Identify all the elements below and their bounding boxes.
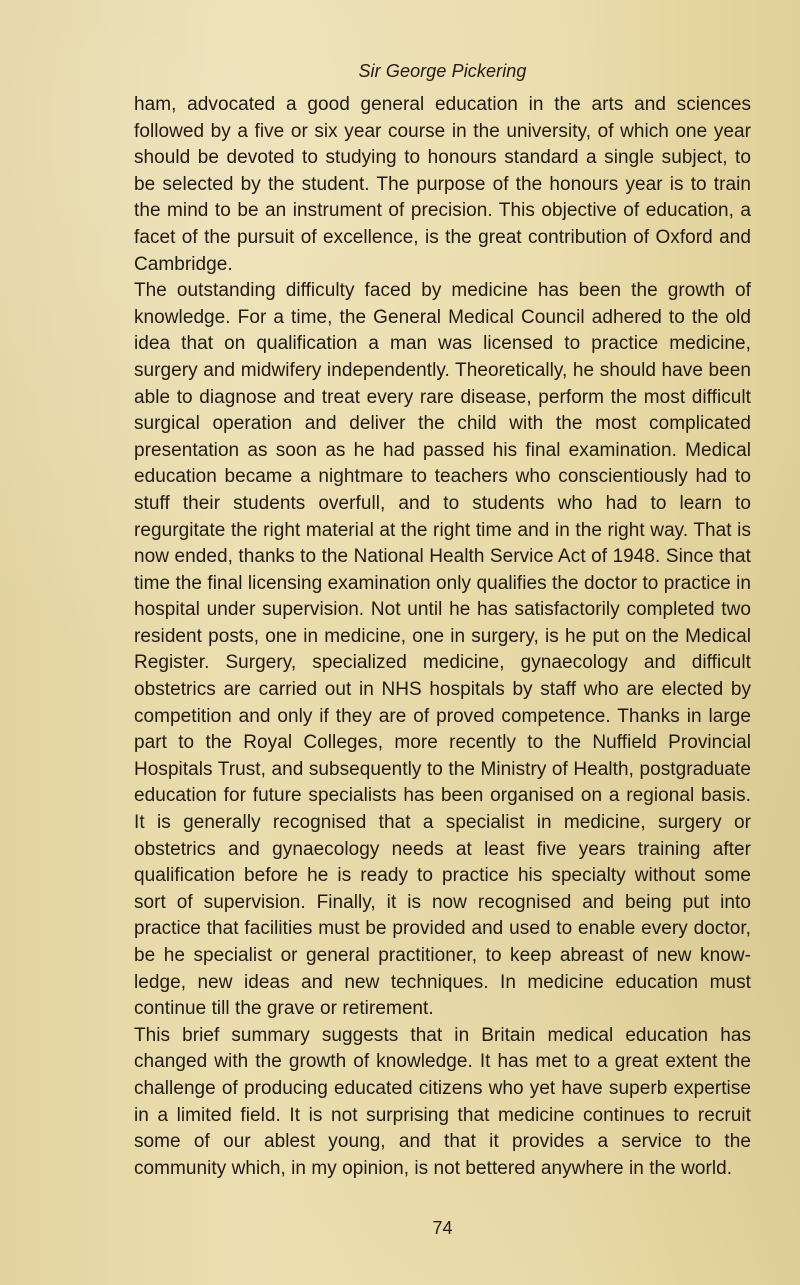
page-body [134, 92, 751, 1182]
paragraph: This brief summary suggests that in Britain medical education has changed with the growth of knowledge. It has met to a great extent the challenge of producing educated citizens who yet have superb expertise in a limited field. It is not surprising that medicine continues to recruit some of our ablest young, and that it provides a service to the community which, in my opinion, is not bettered anywhere in the world. [134, 1024, 751, 1179]
paragraph: The outstanding difficulty faced by medicine has been the growth of knowledge. For a time, the General Medical Council adhered to the old idea that on qualification a man was licensed to practice medicine, surgery and midwifery independently. Theoretically, he should have been able to diagnose and treat every rare disease, perform the most difficult surgical operation and deliver the child with the most complicated presentation as soon as he had passed his final examination. Medical education became a nightmare to teachers who conscientiously had to stuff their students overfull, and to students who had to learn to regurgitate the right material at the right time and in the right way. That is now ended, thanks to the National Health Service Act of 1948. Since that time the final licensing examination only qualifies the doctor to practice in hospital under supervision. Not until he has satisfactorily completed two resident posts, one in medicine, one in surgery, is he put on the Medical Register. Surgery, specialized medicine, gynaecology and difficult obstetrics are carried out in NHS hospitals by staff who are elected by competition and only if they are of proved competence. Thanks in large part to the Royal Colleges, more recently to the Nuffield Provincial Hospitals Trust, and subsequently to the Ministry of Health, postgraduate education for future specialists has been organised on a regional basis. It is generally recognised that a specialist in medicine, surgery or obstetrics and gynaecology needs at least five years training after qualification before he is ready to practice his specialty without some sort of supervision. Finally, it is now recognised and being put into practice that facilities must be provided and used to enable every doctor, be he specialist or general practitioner, to keep abreast of new know-ledge, new ideas and new techniques. In medicine education must continue till the grave or retirement. [134, 280, 751, 1020]
running-title: Sir George Pickering [358, 61, 527, 81]
paragraph: ham, advocated a good general education in the arts and sciences followed by a five or six year course in the university, of which one year should be devoted to studying to honours standard a single subject, to be selected by the student. The purpose of the honours year is to train the mind to be an instrument of precision. This objective of education, a facet of the pursuit of excellence, is the great contribution of Oxford and Cambridge. [134, 94, 751, 275]
page-number: 74 [432, 1218, 453, 1238]
